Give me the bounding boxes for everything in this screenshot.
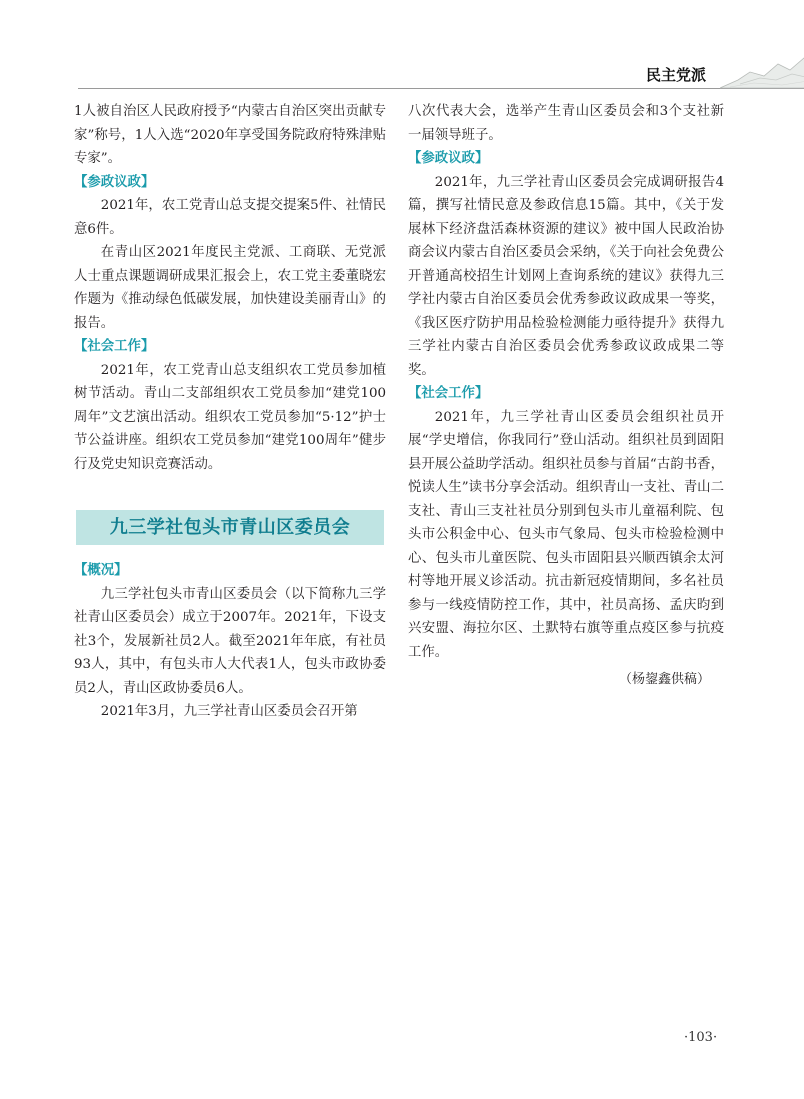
right-column [408, 100, 724, 692]
page-number: ·103· [684, 1030, 718, 1045]
author-credit: （杨鋆鑫供稿） [618, 672, 710, 687]
paragraph: 2021年3月，九三学社青山区委员会召开第 [100, 704, 358, 719]
section-heading: 【参政议政】 [408, 151, 489, 166]
paragraph: 2021年，九三学社青山区委员会完成调研报告4篇，撰写社情民意及参政信息15篇。其中，《关于发展林下经济盘活森林资源的建议》被中国人民政治协商会议内蒙古自治区委员会采纳，《关于向社会免费公开普通高校招生计划网上查询系统的建议》获得九三学社内蒙古自治区委员会优秀参政议政成果一等奖，《我区医疗防护用品检验检测能力亟待提升》获得九三学社内蒙古自治区委员会优秀参政议政成果二等奖。 [408, 174, 724, 378]
section-heading: 【参政议政】 [74, 174, 155, 190]
paragraph: 九三学社包头市青山区委员会（以下简称九三学社青山区委员会）成立于2007年。2021年，下设支社3个，发展新社员2人。截至2021年年底，有社员93人，其中，有包头市人大代表1人，包头市政协委员2人，青山区政协委员6人。 [74, 586, 386, 696]
section-heading: 【社会工作】 [408, 386, 489, 401]
paragraph: 2021年，九三学社青山区委员会组织社员开展“学史增信，你我同行”登山活动。组织社员到固阳县开展公益助学活动。组织社员参与首届“古韵书香，悦读人生”读书分享会活动。组织青山一支社、青山二支社、青山三支社社员分别到包头市儿童福利院、包头市公积金中心、包头市气象局、包头市检验检测中心、包头市儿童医院、包头市固阳县兴顺西镇余太河村等地开展义诊活动。抗击新冠疫情期间，多名社员参与一线疫情防控工作，其中，社员高扬、孟庆昀到兴安盟、海拉尔区、土默特右旗等重点疫区参与抗疫工作。 [408, 409, 724, 660]
mountain-decoration-icon [720, 50, 804, 90]
header-section-title: 民主党派 [646, 66, 707, 84]
section-heading: 【概况】 [74, 563, 128, 578]
page-header [78, 62, 804, 89]
section-heading: 【社会工作】 [74, 339, 155, 354]
paragraph: 2021年，农工党青山总支组织农工党员参加植树节活动。青山二支部组织农工党员参加“建党100周年”文艺演出活动。组织农工党员参加“5·12”护士节公益讲座。组织农工党员参加“建党100周年”健步行及党史知识竞赛活动。 [74, 362, 386, 472]
paragraph: 2021年，农工党青山总支提交提案5件、社情民意6件。 [74, 198, 386, 237]
paragraph: 1人被自治区人民政府授予“内蒙古自治区突出贡献专家”称号，1人入选“2020年享受国务院政府特殊津贴专家”。 [74, 104, 386, 166]
article-title-banner [76, 510, 384, 545]
paragraph: 在青山区2021年度民主党派、工商联、无党派人士重点课题调研成果汇报会上，农工党主委董晓宏作题为《推动绿色低碳发展，加快建设美丽青山》的报告。 [74, 245, 386, 331]
article-title: 九三学社包头市青山区委员会 [109, 516, 351, 538]
paragraph: 八次代表大会，选举产生青山区委员会和3个支社新一届领导班子。 [408, 104, 724, 143]
left-column [74, 100, 386, 724]
